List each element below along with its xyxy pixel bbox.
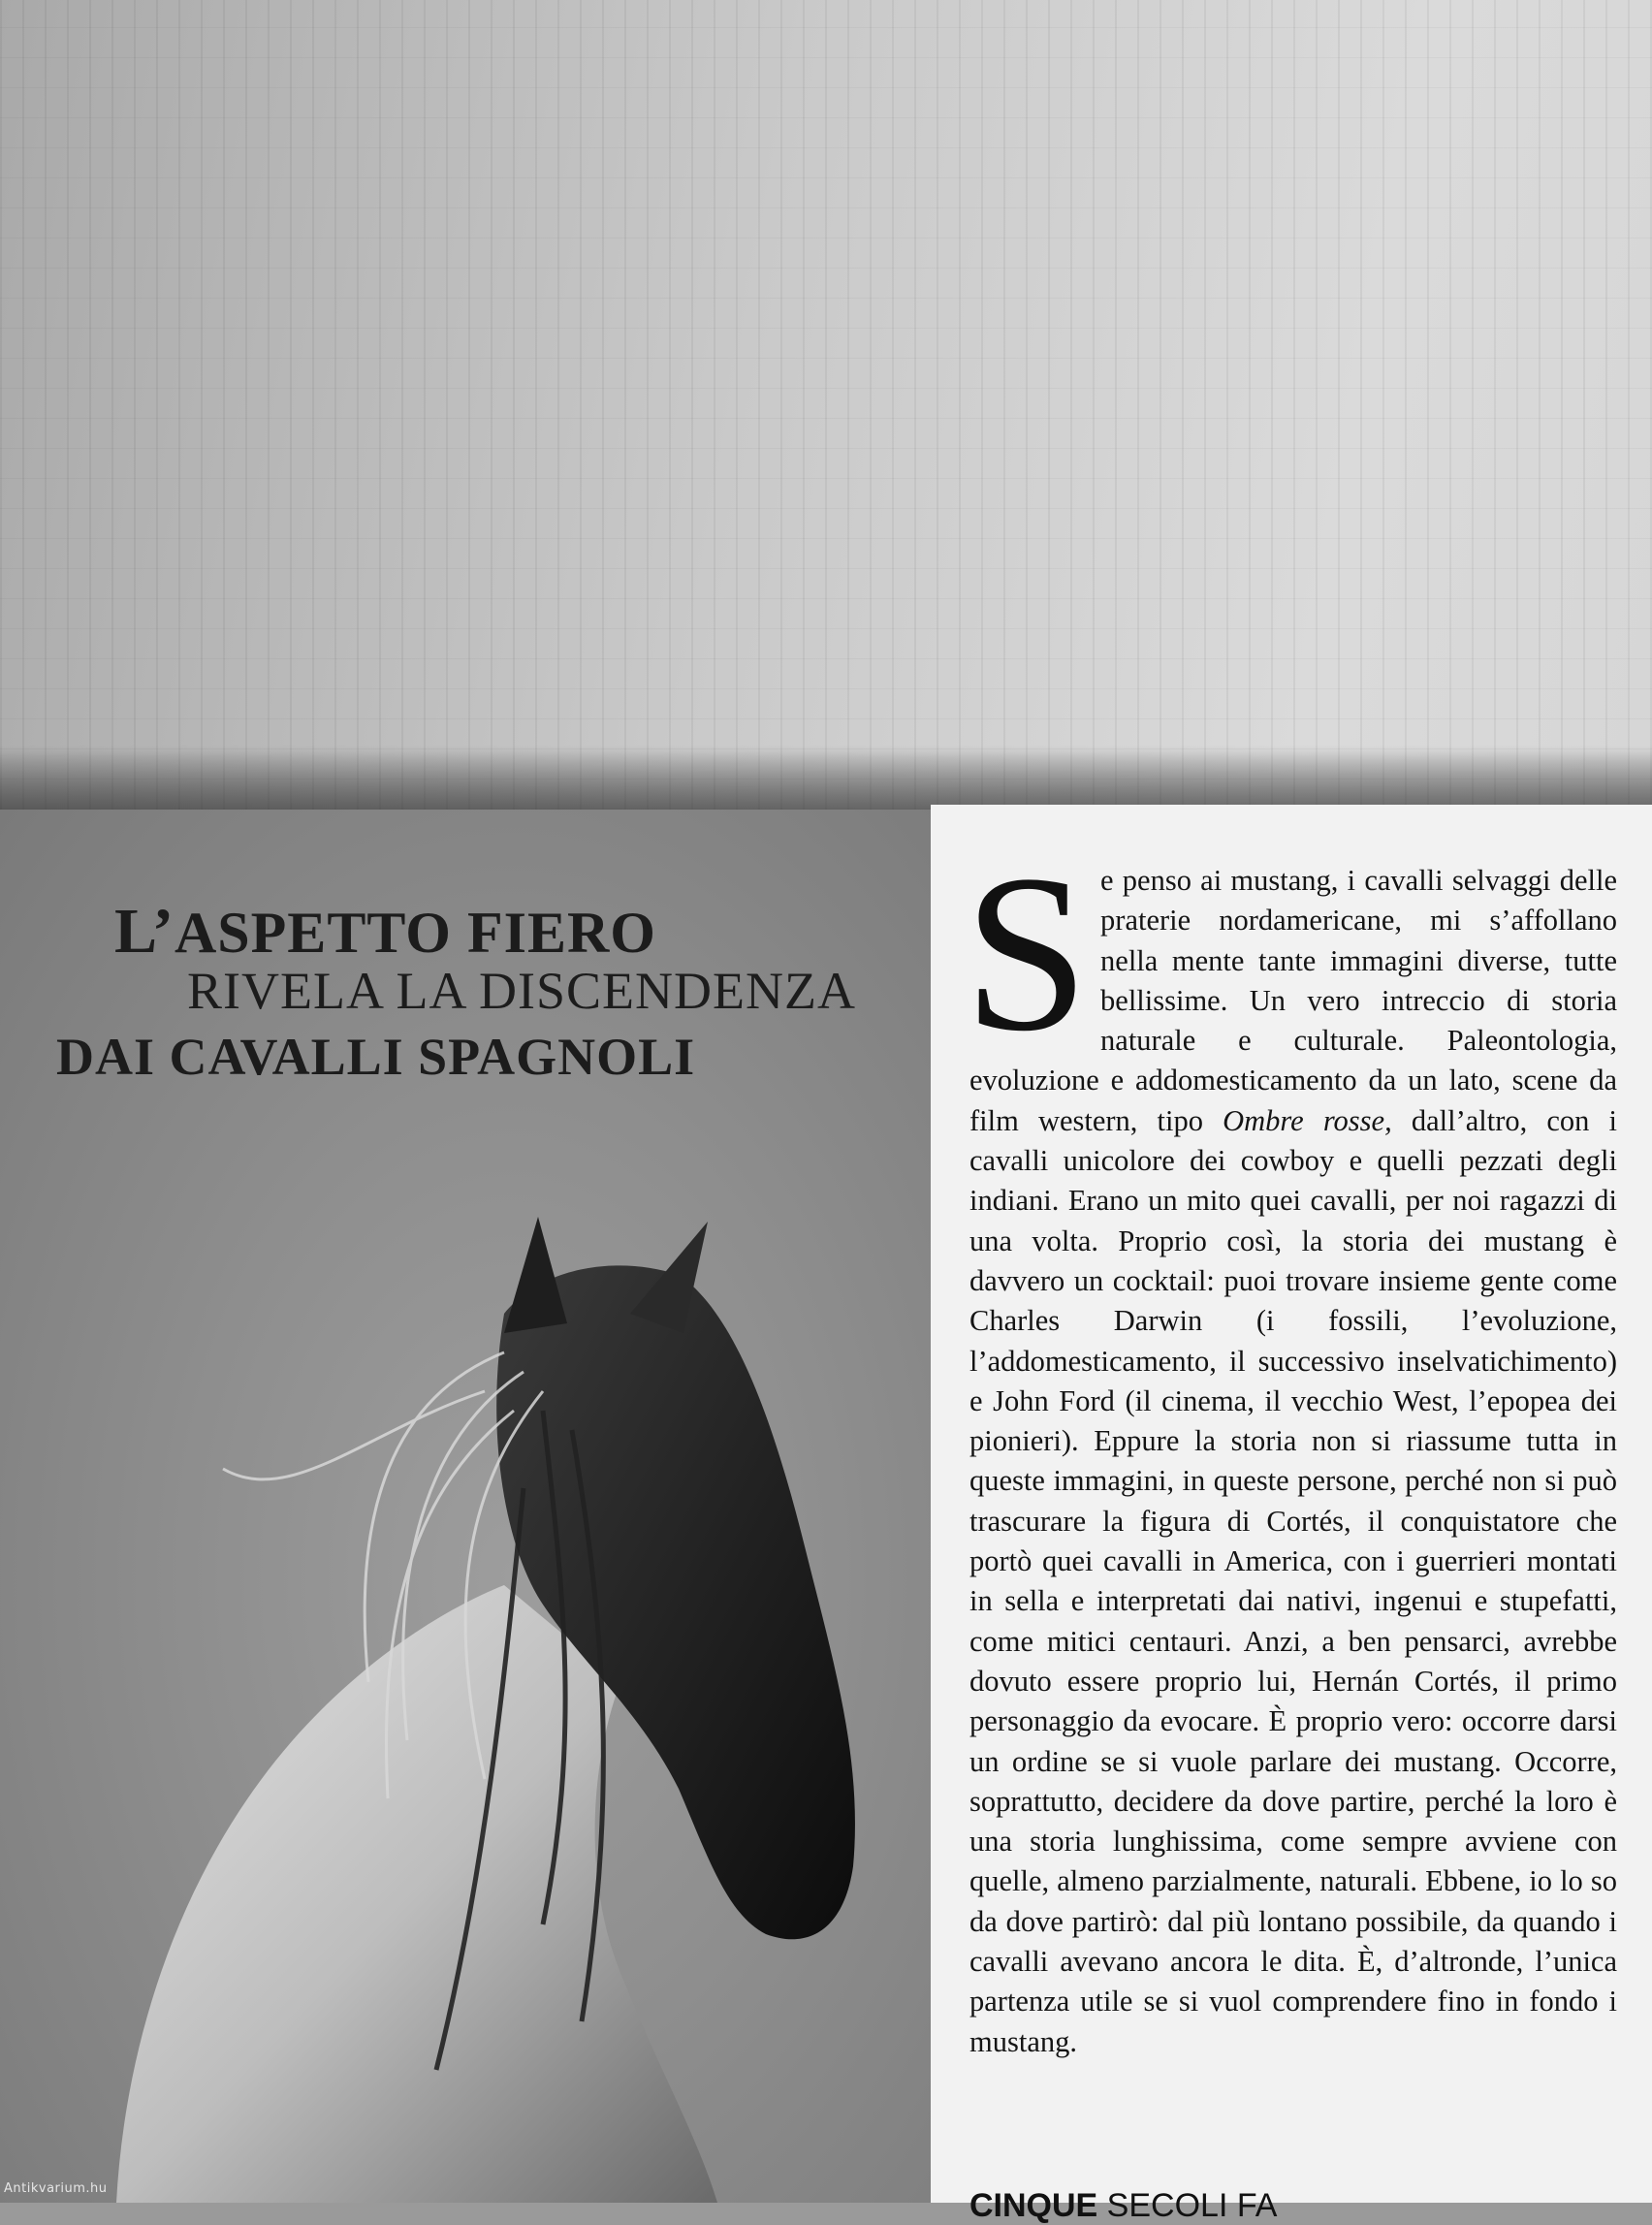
drop-cap: S xyxy=(964,829,1090,1078)
headline-line-2: RIVELA LA DISCENDENZA xyxy=(187,962,856,1020)
watermark: Antikvarium.hu xyxy=(4,2181,108,2196)
film-title: Ombre rosse, xyxy=(1223,1103,1392,1137)
table-surface-background xyxy=(0,0,1652,810)
headline-line-3: DAI CAVALLI SPAGNOLI xyxy=(56,1028,696,1086)
article-text-part-2: dall’altro, con i cavalli unicolore dei cowboy e quelli pezzati degli indiani. Erano un mito quei cavalli, per noi ragazzi di una volta. Proprio così, la storia dei mustang è davvero un cocktail: puoi trovare insieme gente come Charles Darwin (i fossili, l’evoluzione, l’addomesticamento, il successivo inselvatichimento) e John Ford (il cinema, il vecchio West, l’epopea dei pionieri). Eppure la storia non si riassume tutta in queste immagini, in queste persone, perché non si può trascurare la figura di Cortés, il conquistatore che portò quei cavalli in America, con i guerrieri montati in sella e interpretati dai nativi, ingenui e stupefatti, come mitici centauri. Anzi, a ben pensarci, avrebbe dovuto essere proprio lui, Hernán Cortés, il primo personaggio da evocare. È proprio vero: occorre darsi un ordine se si vuole parlare dei mustang. Occorre, soprattutto, decidere da dove partire, perché la loro è una storia lunghissima, come sempre avviene con quelle, almeno parzialmente, naturali. Ebbene, io lo so da dove partirò: dal più lontano possibile, da quando i cavalli avevano ancora le dita. È, d’altronde, l’unica partenza utile se si vuol comprendere fino in fondo i mustang. xyxy=(969,1103,1618,2058)
article-text-part-1: e penso ai mustang, i cavalli selvaggi delle praterie nordamericane, mi s’affollano nella mente tante immagini diverse, tutte bellissime. Un vero intreccio di storia naturale e culturale. Paleontologia, evoluzione e addomesticamento da un lato, scene da film western, tipo xyxy=(969,864,1617,1137)
photo-page xyxy=(0,810,931,2203)
horse-ear-left xyxy=(504,1217,567,1333)
headline-line-1: L’ASPETTO FIERO xyxy=(114,896,656,967)
text-page xyxy=(931,805,1652,2224)
next-section-heading: CINQUE SECOLI FA xyxy=(969,2187,1278,2224)
book-shadow xyxy=(0,751,1652,810)
article-body xyxy=(964,829,1618,2062)
